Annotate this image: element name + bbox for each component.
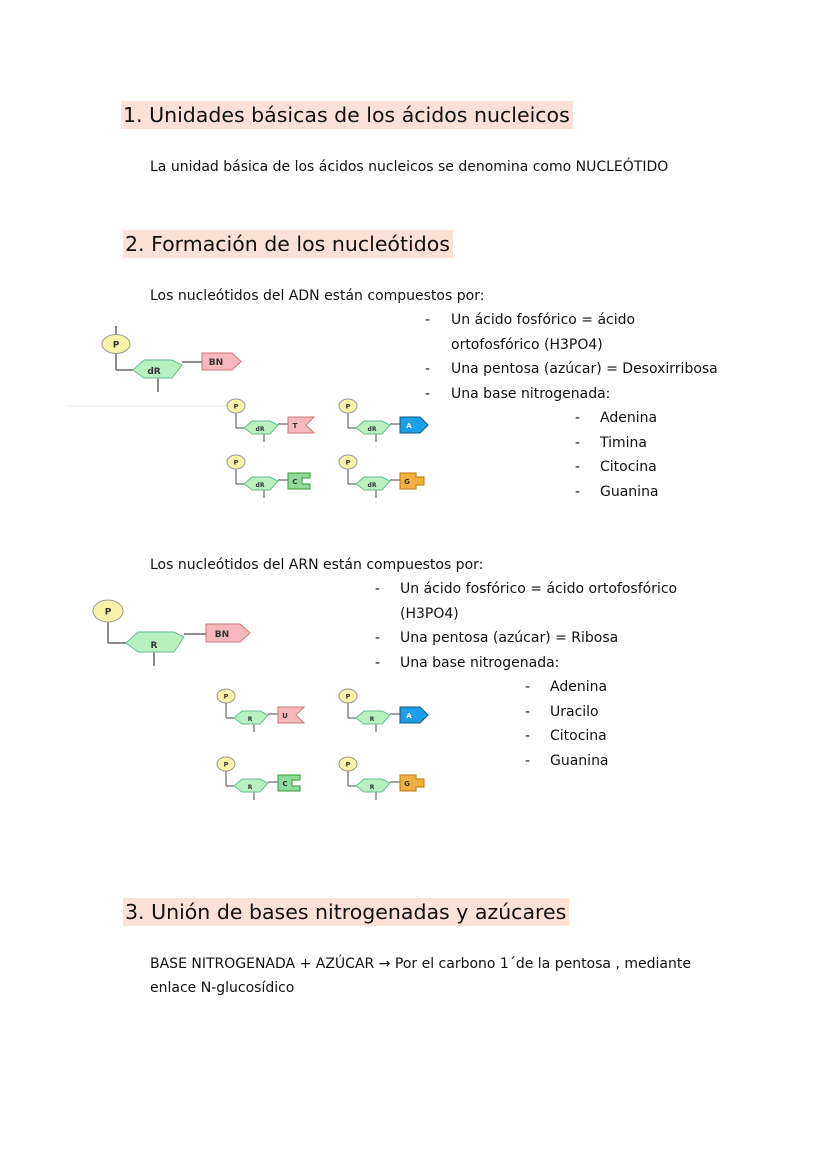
arn-base-bullet: -: [525, 679, 531, 695]
small-phosphate-label: P: [223, 692, 229, 701]
arn-intro: Los nucleótidos del ARN están compuestos por:: [150, 557, 484, 573]
small-sugar-label: R: [369, 716, 375, 723]
section-1-heading: 1. Unidades básicas de los ácidos nucleicos: [121, 101, 573, 129]
small-sugar-label: dR: [367, 426, 377, 433]
adn-bullet-2: -: [425, 361, 431, 377]
adn-intro: Los nucleótidos del ADN están compuestos por:: [150, 288, 485, 304]
arn-big-sugar-label: R: [150, 641, 158, 651]
adn-item-3: Una base nitrogenada:: [451, 386, 611, 402]
arn-base-bullet: -: [525, 728, 531, 744]
arn-big-phosphate-label: P: [104, 607, 112, 618]
arn-nucleotide-c: [217, 757, 300, 800]
adn-base-guanina: Guanina: [600, 484, 659, 500]
arn-item-1-line1: Un ácido fosfórico = ácido ortofosfórico: [400, 581, 678, 597]
arn-item-2: Una pentosa (azúcar) = Ribosa: [400, 630, 619, 646]
small-sugar-label: R: [247, 784, 253, 791]
adn-base-bullet: -: [575, 410, 581, 426]
arn-base-guanina: Guanina: [550, 753, 609, 769]
adn-base-citocina: Citocina: [600, 459, 657, 475]
base-a-label: A: [406, 422, 412, 430]
adn-item-1-line2: ortofosfórico (H3PO4): [451, 337, 603, 353]
arn-nucleotide-diagram: [66, 590, 426, 810]
adn-base-timina: Timina: [600, 435, 647, 451]
adn-bullet-1: -: [425, 312, 431, 328]
arn-base-adenina: Adenina: [550, 679, 608, 695]
arn-base-uracilo: Uracilo: [550, 704, 599, 720]
base-a-label: A: [406, 712, 412, 720]
arn-nucleotide-a: [339, 689, 428, 732]
adn-big-sugar-label: dR: [147, 367, 161, 377]
adn-big-nucleotide: [102, 326, 241, 392]
arn-item-3: Una base nitrogenada:: [400, 655, 560, 671]
small-phosphate-label: P: [223, 760, 229, 769]
adn-bullet-3: -: [425, 386, 431, 402]
base-g-label: G: [404, 780, 410, 788]
arn-base-bullet: -: [525, 704, 531, 720]
small-phosphate-label: P: [233, 458, 239, 467]
small-sugar-label: R: [247, 716, 253, 723]
arn-big-nucleotide: [93, 600, 250, 666]
adn-big-base-label: BN: [208, 358, 224, 368]
base-c-label: C: [292, 478, 298, 486]
small-phosphate-label: P: [345, 760, 351, 769]
small-sugar-label: dR: [255, 426, 265, 433]
arn-bullet-1: -: [375, 581, 381, 597]
small-sugar-label: dR: [367, 482, 377, 489]
small-sugar-label: R: [369, 784, 375, 791]
small-phosphate-label: P: [345, 692, 351, 701]
adn-base-bullet: -: [575, 484, 581, 500]
base-c-label: C: [282, 780, 288, 788]
adn-big-phosphate-label: P: [112, 340, 120, 351]
base-u-label: U: [282, 712, 288, 720]
section-3-line-2: enlace N-glucosídico: [150, 980, 295, 996]
small-phosphate-label: P: [345, 402, 351, 411]
arn-base-citocina: Citocina: [550, 728, 607, 744]
small-sugar-label: dR: [255, 482, 265, 489]
section-3-line-1: BASE NITROGENADA + AZÚCAR → Por el carbono 1´de la pentosa , mediante: [150, 956, 691, 972]
arn-big-base-label: BN: [214, 630, 230, 640]
arn-base-bullet: -: [525, 753, 531, 769]
adn-nucleotide-g: [339, 455, 424, 498]
base-t-label: T: [292, 422, 298, 430]
arn-bullet-3: -: [375, 655, 381, 671]
adn-nucleotide-diagram: [66, 318, 426, 508]
adn-base-bullet: -: [575, 435, 581, 451]
arn-bullet-2: -: [375, 630, 381, 646]
section-3-heading: 3. Unión de bases nitrogenadas y azúcares: [123, 898, 569, 926]
adn-nucleotide-c: [227, 455, 310, 498]
small-phosphate-label: P: [233, 402, 239, 411]
small-phosphate-label: P: [345, 458, 351, 467]
adn-nucleotide-t: [227, 399, 314, 442]
adn-nucleotide-a: [339, 399, 428, 442]
base-g-label: G: [404, 478, 410, 486]
adn-item-2: Una pentosa (azúcar) = Desoxirribosa: [451, 361, 718, 377]
adn-base-adenina: Adenina: [600, 410, 658, 426]
section-1-text: La unidad básica de los ácidos nucleicos se denomina como NUCLEÓTIDO: [150, 159, 669, 175]
arn-nucleotide-u: [217, 689, 304, 732]
arn-item-1-line2: (H3PO4): [400, 606, 459, 622]
section-2-heading: 2. Formación de los nucleótidos: [123, 230, 453, 258]
arn-nucleotide-g: [339, 757, 424, 800]
adn-item-1-line1: Un ácido fosfórico = ácido: [451, 312, 636, 328]
adn-base-bullet: -: [575, 459, 581, 475]
